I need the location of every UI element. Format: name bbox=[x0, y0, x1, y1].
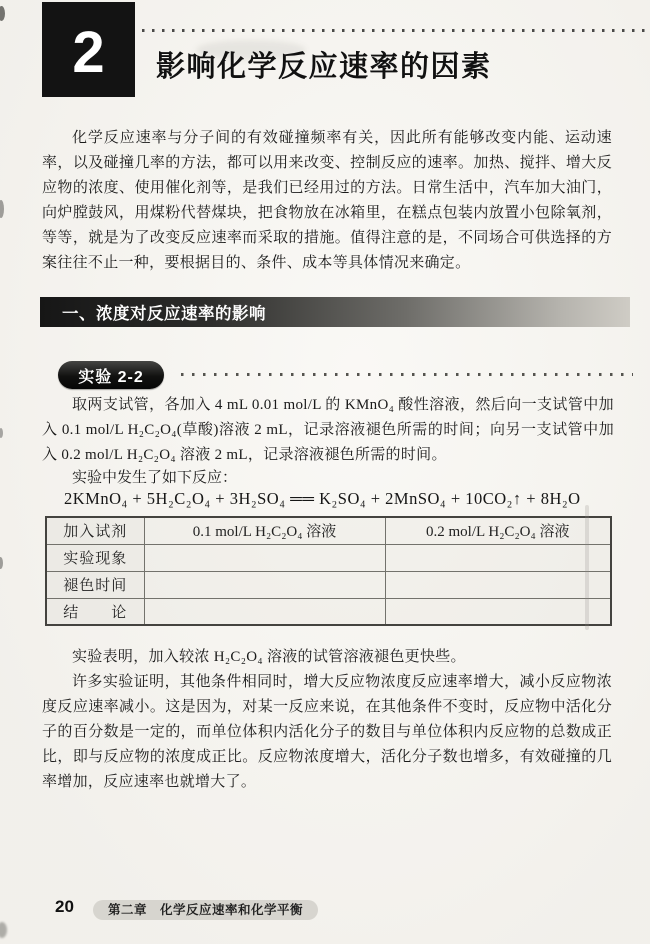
experiment-description: 取两支试管，各加入 4 mL 0.01 mol/L 的 KMnO₄ 酸性溶液，然后向一支试管中加入 0.1 mol/L H₂C₂O₄(草酸)溶液 2 mL，记录溶液褪色所需的时间；向另一支试管中加入 0.2 mol/L H₂C₂O₄ 溶液 2 mL，记录溶液褪色所需的时间。 bbox=[42, 397, 614, 463]
intro-paragraph: 化学反应速率与分子间的有效碰撞频率有关，因此所有能够改变内能、运动速率，以及碰撞几率的方法，都可以用来改变、控制反应的速率。加热、搅拌、增大反应物的浓度、使用催化剂等，是我们已经用过的方法。日常生活中，汽车加大油门，向炉膛鼓风，用煤粉代替煤块，把食物放在冰箱里，在糕点包装内放置小包除氧剂，等等，就是为了改变反应速率而采取的措施。值得注意的是，不同场合可供选择的方案往往不止一种，要根据目的、条件、成本等具体情况来确定。 bbox=[42, 130, 612, 271]
conclusion-paragraph-2: 许多实验证明，其他条件相同时，增大反应物浓度反应速率增大，减小反应物浓度反应速率减小。这是因为，对某一反应来说，在其他条件不变时，反应物中活化分子的百分数是一定的，而单位体积内活化分子的数目与单位体积内反应物的总数成正比，即与反应物的浓度成正比。反应物浓度增大，活化分子数也增多，有效碰撞的几率增加，反应速率也就增大了。 bbox=[42, 674, 612, 790]
scan-artifact bbox=[0, 6, 5, 21]
table-row-conclusion bbox=[46, 598, 611, 625]
table-cell bbox=[385, 544, 611, 571]
experiment-dotted-line bbox=[181, 373, 633, 376]
chapter-footer-pill: 第二章 化学反应速率和化学平衡 bbox=[93, 900, 318, 920]
table-cell bbox=[385, 598, 611, 625]
section-heading: 一、浓度对反应速率的影响 bbox=[62, 305, 266, 323]
experiment-table bbox=[45, 516, 612, 626]
section-heading-bar bbox=[40, 297, 630, 327]
table-cell: 0.1 mol/L H₂C₂O₄ 溶液 bbox=[144, 517, 385, 544]
table-row-phenomenon bbox=[46, 544, 611, 571]
conclusion-block bbox=[42, 645, 612, 795]
chapter-number-box bbox=[42, 2, 135, 97]
conclusion-paragraph-1: 实验表明，加入较浓 H₂C₂O₄ 溶液的试管溶液褪色更快些。 bbox=[72, 649, 466, 665]
scan-artifact bbox=[585, 505, 589, 630]
table-row-reagent bbox=[46, 517, 611, 544]
table-row-fade-time bbox=[46, 571, 611, 598]
row-label: 褪色时间 bbox=[46, 571, 144, 598]
table-cell bbox=[144, 544, 385, 571]
chemical-equation: 2KMnO₄ + 5H₂C₂O₄ + 3H₂SO₄ ══ K₂SO₄ + 2MnSO₄ + 10CO₂↑ + 8H₂O bbox=[64, 489, 581, 508]
row-label: 加入试剂 bbox=[46, 517, 144, 544]
scan-artifact bbox=[0, 428, 3, 438]
scan-artifact bbox=[0, 200, 4, 218]
row-label: 结 论 bbox=[46, 598, 144, 625]
chapter-title: 影响化学反应速率的因素 bbox=[156, 51, 492, 83]
experiment-badge: 实验 2-2 bbox=[58, 361, 164, 389]
table-cell bbox=[385, 571, 611, 598]
reaction-intro: 实验中发生了如下反应： bbox=[72, 470, 238, 486]
table-cell bbox=[144, 598, 385, 625]
table-cell bbox=[144, 571, 385, 598]
header-dotted-line bbox=[142, 29, 648, 32]
table-cell: 0.2 mol/L H₂C₂O₄ 溶液 bbox=[385, 517, 611, 544]
chapter-number: 2 bbox=[72, 20, 105, 85]
scan-artifact bbox=[0, 557, 3, 569]
row-label: 实验现象 bbox=[46, 544, 144, 571]
scan-artifact bbox=[0, 922, 7, 938]
page-number: 20 bbox=[55, 897, 74, 916]
